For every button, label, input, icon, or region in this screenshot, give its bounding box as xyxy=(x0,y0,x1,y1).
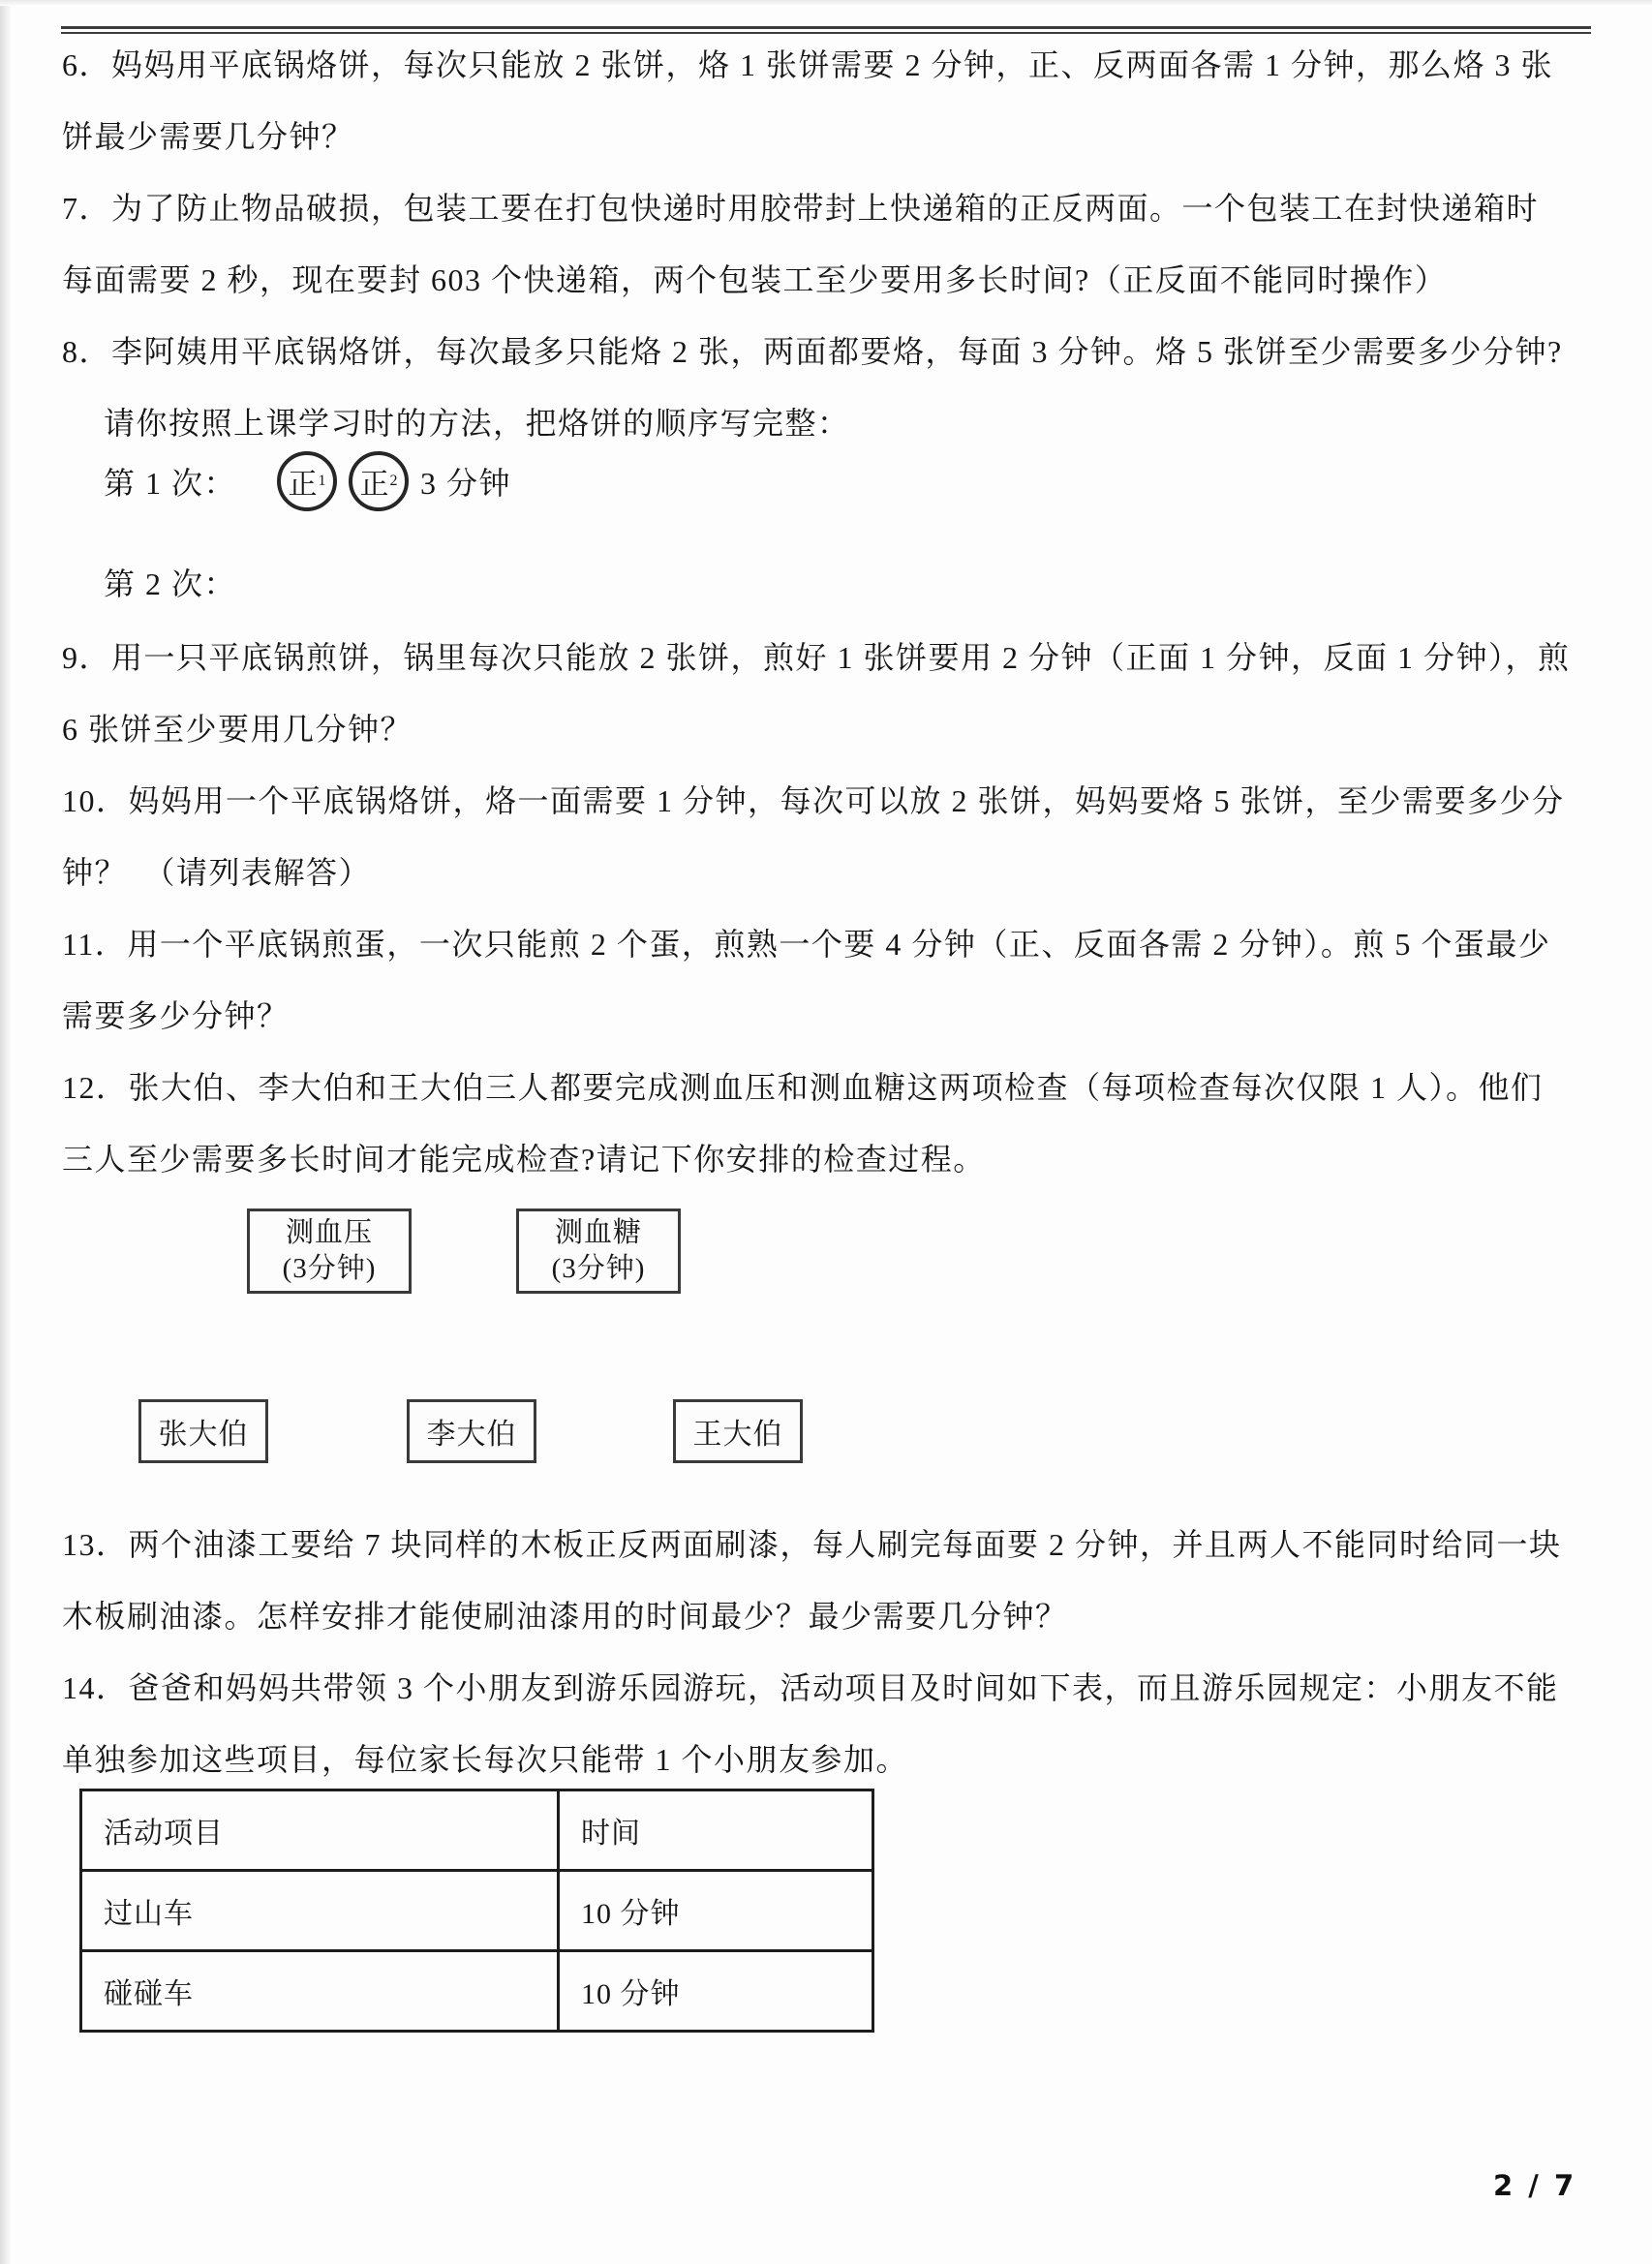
pancake-step-1-row xyxy=(104,451,511,511)
step-1-label: 第 1 次： xyxy=(104,466,237,501)
pancake-front-1-circle xyxy=(277,451,337,511)
blood-pressure-box xyxy=(247,1208,412,1294)
problem-14-line-2: 单独参加这些项目，每位家长每次只能带 1 个小朋友参加。 xyxy=(62,1742,909,1777)
problem-11-line-1: 11．用一个平底锅煎蛋，一次只能煎 2 个蛋，煎熟一个要 4 分钟（正、反面各需 2 分钟）。煎 5 个蛋最少 xyxy=(62,927,1551,962)
problem-13-line-1: 13．两个油漆工要给 7 块同样的木板正反两面刷漆，每人刷完每面要 2 分钟，并且两人不能同时给同一块 xyxy=(62,1527,1562,1562)
problem-7-line-1: 7．为了防止物品破损，包装工要在打包快递时用胶带封上快递箱的正反两面。一个包装工在封快递箱时 xyxy=(62,191,1540,226)
step-2-label: 第 2 次： xyxy=(104,566,237,601)
header-double-rule-bottom xyxy=(61,32,1591,34)
person-zhang-label: 张大伯 xyxy=(158,1419,249,1451)
table-cell-activity: 碰碰车 xyxy=(81,1951,559,2032)
problem-10-line-2: 钟？ （请列表解答） xyxy=(62,855,372,890)
pancake-front-2-circle xyxy=(349,451,409,511)
pancake-front-1-sub: 1 xyxy=(318,473,326,489)
step-1-duration: 3 分钟 xyxy=(420,466,512,501)
activity-time-table xyxy=(79,1789,874,2033)
blood-glucose-duration: (3分钟) xyxy=(551,1253,646,1284)
table-header-row xyxy=(81,1790,873,1871)
problem-11-line-2: 需要多少分钟？ xyxy=(62,998,290,1033)
person-wang-label: 王大伯 xyxy=(692,1419,783,1451)
problem-6-line-2: 饼最少需要几分钟？ xyxy=(62,119,354,154)
pancake-front-1-char: 正 xyxy=(288,469,318,501)
person-box-li xyxy=(407,1399,536,1463)
blood-pressure-title: 测血压 xyxy=(285,1217,373,1248)
problem-9-line-1: 9．用一只平底锅煎饼，锅里每次只能放 2 张饼，煎好 1 张饼要用 2 分钟（正面 1 分钟，反面 1 分钟），煎 xyxy=(62,640,1571,675)
blood-glucose-box xyxy=(516,1208,681,1294)
scan-edge-top xyxy=(0,0,1652,6)
table-row xyxy=(81,1951,873,2032)
table-header-activity: 活动项目 xyxy=(81,1790,559,1871)
problem-13-line-2: 木板刷油漆。怎样安排才能使刷油漆用的时间最少？最少需要几分钟？ xyxy=(62,1599,1068,1634)
blood-pressure-duration: (3分钟) xyxy=(282,1253,377,1284)
table-row xyxy=(81,1871,873,1951)
pancake-front-2-char: 正 xyxy=(359,469,389,501)
table-header-time: 时间 xyxy=(559,1790,873,1871)
problem-8-line-2: 请你按照上课学习时的方法，把烙饼的顺序写完整： xyxy=(104,406,850,441)
header-double-rule-top xyxy=(61,26,1591,29)
problem-6-line-1: 6．妈妈用平底锅烙饼，每次只能放 2 张饼，烙 1 张饼需要 2 分钟，正、反两面各需 1 分钟，那么烙 3 张 xyxy=(62,47,1554,82)
problem-8-line-1: 8．李阿姨用平底锅烙饼，每次最多只能烙 2 张，两面都要烙，每面 3 分钟。烙 5 张饼至少需要多少分钟? xyxy=(62,334,1563,369)
blood-glucose-title: 测血糖 xyxy=(554,1217,642,1248)
problem-9-line-2: 6 张饼至少要用几分钟？ xyxy=(62,712,413,747)
page-number: 2 / 7 xyxy=(1493,2169,1577,2202)
person-li-label: 李大伯 xyxy=(426,1419,517,1451)
table-cell-time: 10 分钟 xyxy=(559,1951,873,2032)
problem-10-line-1: 10．妈妈用一个平底锅烙饼，烙一面需要 1 分钟，每次可以放 2 张饼，妈妈要烙 5 张饼，至少需要多少分 xyxy=(62,783,1565,818)
problem-12-line-1: 12．张大伯、李大伯和王大伯三人都要完成测血压和测血糖这两项检查（每项检查每次仅限 1 人）。他们 xyxy=(62,1070,1544,1105)
table-cell-time: 10 分钟 xyxy=(559,1871,873,1951)
table-cell-activity: 过山车 xyxy=(81,1871,559,1951)
person-box-zhang xyxy=(138,1399,268,1463)
problem-14-line-1: 14．爸爸和妈妈共带领 3 个小朋友到游乐园游玩，活动项目及时间如下表，而且游乐园规定：小朋友不能 xyxy=(62,1670,1559,1705)
pancake-front-2-sub: 2 xyxy=(389,473,398,489)
person-box-wang xyxy=(673,1399,803,1463)
scan-edge-left xyxy=(0,0,12,2264)
problem-12-line-2: 三人至少需要多长时间才能完成检查?请记下你安排的检查过程。 xyxy=(62,1142,986,1177)
problem-7-line-2: 每面需要 2 秒，现在要封 603 个快递箱，两个包装工至少要用多长时间?（正反面不能同时操作） xyxy=(62,262,1448,297)
